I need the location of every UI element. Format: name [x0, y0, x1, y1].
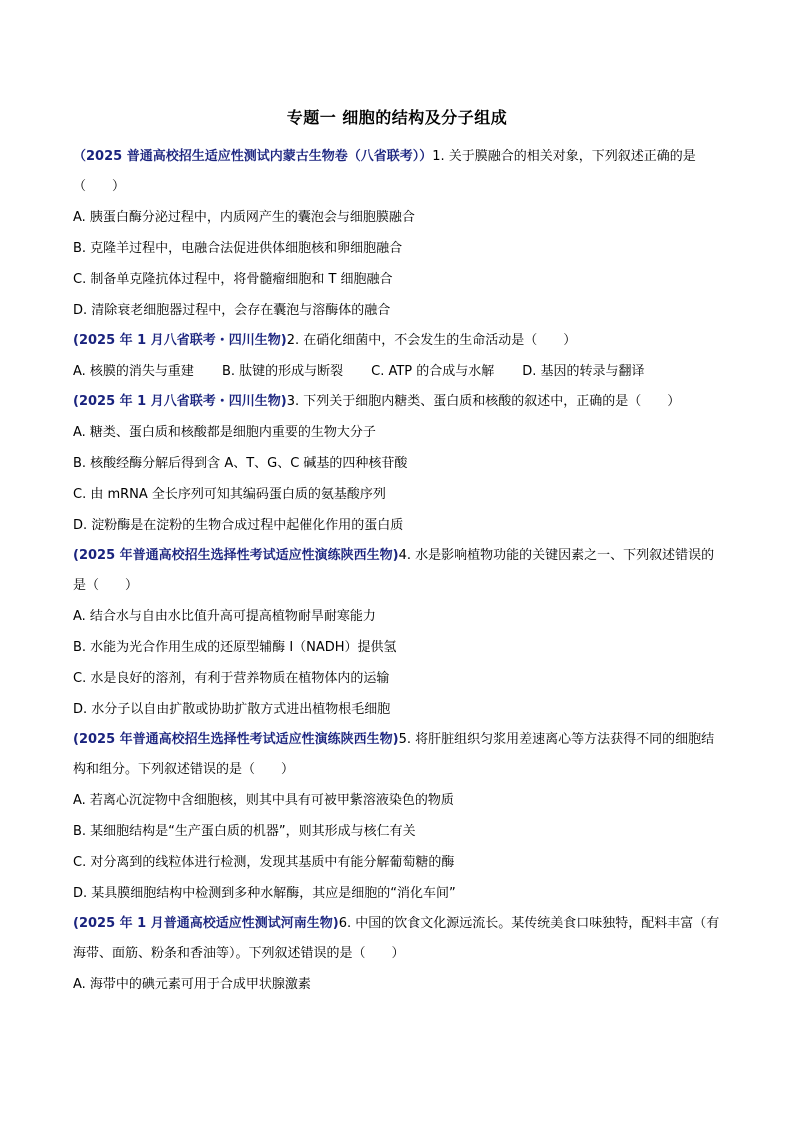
question-stem	[73, 326, 721, 356]
question-source: （2025 普通高校招生适应性测试内蒙古生物卷（八省联考））	[73, 149, 433, 164]
question-6	[73, 909, 721, 1000]
option-b: B. 某细胞结构是“生产蛋白质的机器”，则其形成与核仁有关	[73, 824, 416, 839]
option-b: B. 克隆羊过程中，电融合法促进供体细胞核和卵细胞融合	[73, 241, 403, 256]
question-source: (2025 年普通高校招生选择性考试适应性演练陕西生物)	[73, 732, 399, 747]
question-3	[73, 387, 721, 541]
option-c: C. 水是良好的溶剂，有利于营养物质在植物体内的运输	[73, 671, 390, 686]
question-text: 4. 水是影响植物功能的关键因素之一、下列叙述错误的是（ ）	[73, 548, 715, 593]
option-b: B. 肽键的形成与断裂	[221, 364, 344, 379]
question-source: (2025 年 1 月八省联考・四川生物)	[73, 333, 287, 348]
option-d: D. 某具膜细胞结构中检测到多种水解酶，其应是细胞的“消化车间”	[73, 886, 456, 901]
question-stem	[73, 142, 721, 202]
question-stem	[73, 725, 721, 785]
option-d: D. 水分子以自由扩散或协助扩散方式进出植物根毛细胞	[73, 702, 391, 717]
option-c: C. 制备单克隆抗体过程中，将骨髓瘤细胞和 T 细胞融合	[73, 272, 393, 287]
question-text: 5. 将肝脏组织匀浆用差速离心等方法获得不同的细胞结构和组分。下列叙述错误的是（ ）	[73, 732, 715, 777]
option-b: B. 核酸经酶分解后得到含 A、T、G、C 碱基的四种核苷酸	[73, 456, 408, 471]
option-a: A. 糖类、蛋白质和核酸都是细胞内重要的生物大分子	[73, 425, 376, 440]
options-row	[73, 356, 721, 387]
question-text: 3. 下列关于细胞内糖类、蛋白质和核酸的叙述中，正确的是（ ）	[286, 394, 681, 409]
option-c: C. 由 mRNA 全长序列可知其编码蛋白质的氨基酸序列	[73, 487, 386, 502]
option-a: A. 若离心沉淀物中含细胞核，则其中具有可被甲紫溶液染色的物质	[73, 793, 454, 808]
option-a: A. 胰蛋白酶分泌过程中，内质网产生的囊泡会与细胞膜融合	[73, 210, 415, 225]
question-1	[73, 142, 721, 326]
question-4	[73, 541, 721, 725]
document-page	[73, 100, 721, 1000]
document-title: 专题一 细胞的结构及分子组成	[286, 108, 508, 127]
option-a: A. 结合水与自由水比值升高可提高植物耐旱耐寒能力	[73, 609, 376, 624]
question-source: (2025 年 1 月八省联考・四川生物)	[73, 394, 287, 409]
option-d: D. 清除衰老细胞器过程中，会存在囊泡与溶酶体的融合	[73, 303, 391, 318]
question-stem	[73, 387, 721, 417]
option-c: C. ATP 的合成与水解	[371, 364, 495, 379]
question-stem	[73, 909, 721, 969]
question-2	[73, 326, 721, 387]
question-5	[73, 725, 721, 909]
option-a: A. 海带中的碘元素可用于合成甲状腺激素	[73, 977, 311, 992]
option-c: C. 对分离到的线粒体进行检测，发现其基质中有能分解葡萄糖的酶	[73, 855, 455, 870]
option-a: A. 核膜的消失与重建	[73, 364, 194, 379]
question-text: 6. 中国的饮食文化源远流长。某传统美食口味独特，配料丰富（有海带、面筋、粉条和香油等）。下列叙述错误的是（ ）	[73, 916, 720, 961]
question-source: (2025 年普通高校招生选择性考试适应性演练陕西生物)	[73, 548, 399, 563]
question-stem	[73, 541, 721, 601]
question-text: 1. 关于膜融合的相关对象，下列叙述正确的是（ ）	[73, 149, 696, 194]
question-text: 2. 在硝化细菌中，不会发生的生命活动是（ ）	[286, 333, 577, 348]
option-d: D. 淀粉酶是在淀粉的生物合成过程中起催化作用的蛋白质	[73, 518, 404, 533]
option-b: B. 水能为光合作用生成的还原型辅酶 I（NADH）提供氢	[73, 640, 397, 655]
option-d: D. 基因的转录与翻译	[522, 364, 645, 379]
question-source: (2025 年 1 月普通高校适应性测试河南生物)	[73, 916, 339, 931]
